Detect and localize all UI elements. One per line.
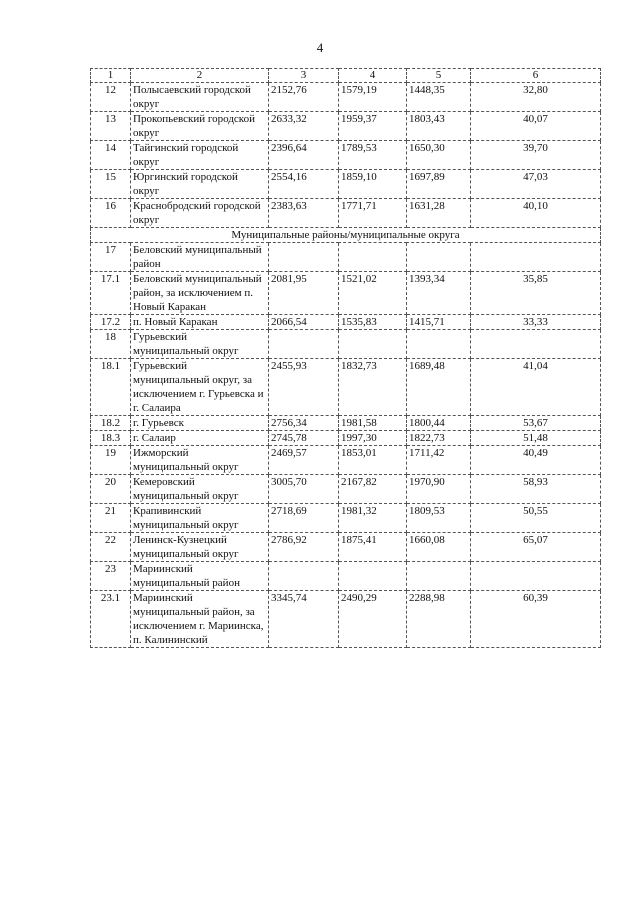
- value-cell-col3: 2756,34: [269, 416, 339, 431]
- value-cell-col6: 40,07: [471, 112, 601, 141]
- table-row: [91, 416, 601, 431]
- row-name-cell: Беловский муниципальный район: [131, 243, 269, 272]
- row-name-cell: Юргинский городской округ: [131, 170, 269, 199]
- row-name-cell: Кемеровский муниципальный округ: [131, 475, 269, 504]
- value-cell-col4: [339, 330, 407, 359]
- row-name-cell: Краснобродский городской округ: [131, 199, 269, 228]
- value-cell-col5: 1660,08: [407, 533, 471, 562]
- table-row: [91, 330, 601, 359]
- section-row: [91, 228, 601, 243]
- header-cell: 1: [91, 69, 131, 83]
- value-cell-col6: [471, 243, 601, 272]
- value-cell-col5: [407, 243, 471, 272]
- value-cell-col5: 1803,43: [407, 112, 471, 141]
- value-cell-col4: 1853,01: [339, 446, 407, 475]
- value-cell-col4: 1832,73: [339, 359, 407, 416]
- row-name-cell: Ленинск-Кузнецкий муниципальный округ: [131, 533, 269, 562]
- value-cell-col5: [407, 330, 471, 359]
- row-number-cell: 16: [91, 199, 131, 228]
- row-number-cell: 17: [91, 243, 131, 272]
- value-cell-col4: 1981,32: [339, 504, 407, 533]
- value-cell-col5: 1800,44: [407, 416, 471, 431]
- page-number: 4: [316, 40, 324, 55]
- value-cell-col3: [269, 562, 339, 591]
- value-cell-col4: 1579,19: [339, 83, 407, 112]
- value-cell-col6: 51,48: [471, 431, 601, 446]
- value-cell-col4: 2167,82: [339, 475, 407, 504]
- row-number-cell: 18: [91, 330, 131, 359]
- value-cell-col4: [339, 243, 407, 272]
- table-row: [91, 533, 601, 562]
- value-cell-col5: 1415,71: [407, 315, 471, 330]
- tariff-table: [90, 68, 601, 648]
- row-number-cell: 18.3: [91, 431, 131, 446]
- value-cell-col5: 2288,98: [407, 591, 471, 648]
- row-name-cell: Гурьевский муниципальный округ: [131, 330, 269, 359]
- table-body-bottom: [91, 243, 601, 648]
- value-cell-col5: [407, 562, 471, 591]
- header-cell: 2: [131, 69, 269, 83]
- table-body-top: [91, 69, 601, 228]
- value-cell-col3: 2745,78: [269, 431, 339, 446]
- table-row: [91, 562, 601, 591]
- header-cell: 6: [471, 69, 601, 83]
- table-row: [91, 170, 601, 199]
- header-row: [91, 69, 601, 83]
- section-title: Муниципальные районы/муниципальные округа: [91, 228, 601, 243]
- value-cell-col3: 3005,70: [269, 475, 339, 504]
- row-number-cell: 22: [91, 533, 131, 562]
- table-row: [91, 315, 601, 330]
- row-name-cell: Мариинский муниципальный район, за исключением г. Мариинска, п. Калининский: [131, 591, 269, 648]
- table-row: [91, 199, 601, 228]
- value-cell-col3: [269, 330, 339, 359]
- value-cell-col4: 1997,30: [339, 431, 407, 446]
- header-cell: 5: [407, 69, 471, 83]
- value-cell-col5: 1697,89: [407, 170, 471, 199]
- value-cell-col4: 2490,29: [339, 591, 407, 648]
- value-cell-col6: [471, 562, 601, 591]
- value-cell-col3: 2786,92: [269, 533, 339, 562]
- value-cell-col3: 2396,64: [269, 141, 339, 170]
- value-cell-col4: 1859,10: [339, 170, 407, 199]
- value-cell-col6: 40,49: [471, 446, 601, 475]
- value-cell-col3: 2718,69: [269, 504, 339, 533]
- row-name-cell: г. Салаир: [131, 431, 269, 446]
- value-cell-col4: 1959,37: [339, 112, 407, 141]
- row-number-cell: 23.1: [91, 591, 131, 648]
- row-number-cell: 23: [91, 562, 131, 591]
- row-number-cell: 15: [91, 170, 131, 199]
- header-cell: 3: [269, 69, 339, 83]
- value-cell-col5: 1822,73: [407, 431, 471, 446]
- value-cell-col3: 2066,54: [269, 315, 339, 330]
- value-cell-col4: 1875,41: [339, 533, 407, 562]
- value-cell-col3: 2469,57: [269, 446, 339, 475]
- value-cell-col5: 1689,48: [407, 359, 471, 416]
- section-body: [91, 228, 601, 243]
- row-name-cell: п. Новый Каракан: [131, 315, 269, 330]
- row-number-cell: 19: [91, 446, 131, 475]
- value-cell-col6: 39,70: [471, 141, 601, 170]
- row-number-cell: 21: [91, 504, 131, 533]
- value-cell-col5: 1631,28: [407, 199, 471, 228]
- row-number-cell: 17.2: [91, 315, 131, 330]
- table-row: [91, 112, 601, 141]
- row-name-cell: Полысаевский городской округ: [131, 83, 269, 112]
- value-cell-col3: 2152,76: [269, 83, 339, 112]
- value-cell-col3: 2383,63: [269, 199, 339, 228]
- value-cell-col6: 58,93: [471, 475, 601, 504]
- value-cell-col3: 2455,93: [269, 359, 339, 416]
- value-cell-col4: 1981,58: [339, 416, 407, 431]
- row-name-cell: Мариинский муниципальный район: [131, 562, 269, 591]
- table-row: [91, 359, 601, 416]
- value-cell-col5: 1970,90: [407, 475, 471, 504]
- value-cell-col6: 35,85: [471, 272, 601, 315]
- row-number-cell: 13: [91, 112, 131, 141]
- table-row: [91, 83, 601, 112]
- table-row: [91, 272, 601, 315]
- row-name-cell: Крапивинский муниципальный округ: [131, 504, 269, 533]
- value-cell-col6: 50,55: [471, 504, 601, 533]
- value-cell-col6: 40,10: [471, 199, 601, 228]
- table-row: [91, 446, 601, 475]
- value-cell-col6: 32,80: [471, 83, 601, 112]
- row-number-cell: 12: [91, 83, 131, 112]
- value-cell-col4: 1771,71: [339, 199, 407, 228]
- row-number-cell: 17.1: [91, 272, 131, 315]
- value-cell-col5: 1711,42: [407, 446, 471, 475]
- row-number-cell: 18.1: [91, 359, 131, 416]
- table-row: [91, 475, 601, 504]
- row-name-cell: Гурьевский муниципальный округ, за исключением г. Гурьевска и г. Салаира: [131, 359, 269, 416]
- value-cell-col5: 1448,35: [407, 83, 471, 112]
- value-cell-col3: 3345,74: [269, 591, 339, 648]
- value-cell-col6: 60,39: [471, 591, 601, 648]
- value-cell-col6: 33,33: [471, 315, 601, 330]
- value-cell-col6: 53,67: [471, 416, 601, 431]
- value-cell-col4: 1789,53: [339, 141, 407, 170]
- value-cell-col4: [339, 562, 407, 591]
- row-number-cell: 18.2: [91, 416, 131, 431]
- value-cell-col4: 1535,83: [339, 315, 407, 330]
- row-name-cell: Беловский муниципальный район, за исключением п. Новый Каракан: [131, 272, 269, 315]
- value-cell-col6: 47,03: [471, 170, 601, 199]
- value-cell-col3: 2081,95: [269, 272, 339, 315]
- value-cell-col5: 1809,53: [407, 504, 471, 533]
- table-row: [91, 431, 601, 446]
- table-row: [91, 141, 601, 170]
- value-cell-col3: [269, 243, 339, 272]
- row-number-cell: 14: [91, 141, 131, 170]
- value-cell-col4: 1521,02: [339, 272, 407, 315]
- value-cell-col5: 1393,34: [407, 272, 471, 315]
- value-cell-col3: 2633,32: [269, 112, 339, 141]
- table-row: [91, 243, 601, 272]
- row-number-cell: 20: [91, 475, 131, 504]
- row-name-cell: Тайгинский городской округ: [131, 141, 269, 170]
- value-cell-col3: 2554,16: [269, 170, 339, 199]
- value-cell-col6: 41,04: [471, 359, 601, 416]
- table-row: [91, 591, 601, 648]
- value-cell-col6: 65,07: [471, 533, 601, 562]
- row-name-cell: г. Гурьевск: [131, 416, 269, 431]
- value-cell-col6: [471, 330, 601, 359]
- row-name-cell: Прокопьевский городской округ: [131, 112, 269, 141]
- header-cell: 4: [339, 69, 407, 83]
- table-row: [91, 504, 601, 533]
- value-cell-col5: 1650,30: [407, 141, 471, 170]
- row-name-cell: Ижморский муниципальный округ: [131, 446, 269, 475]
